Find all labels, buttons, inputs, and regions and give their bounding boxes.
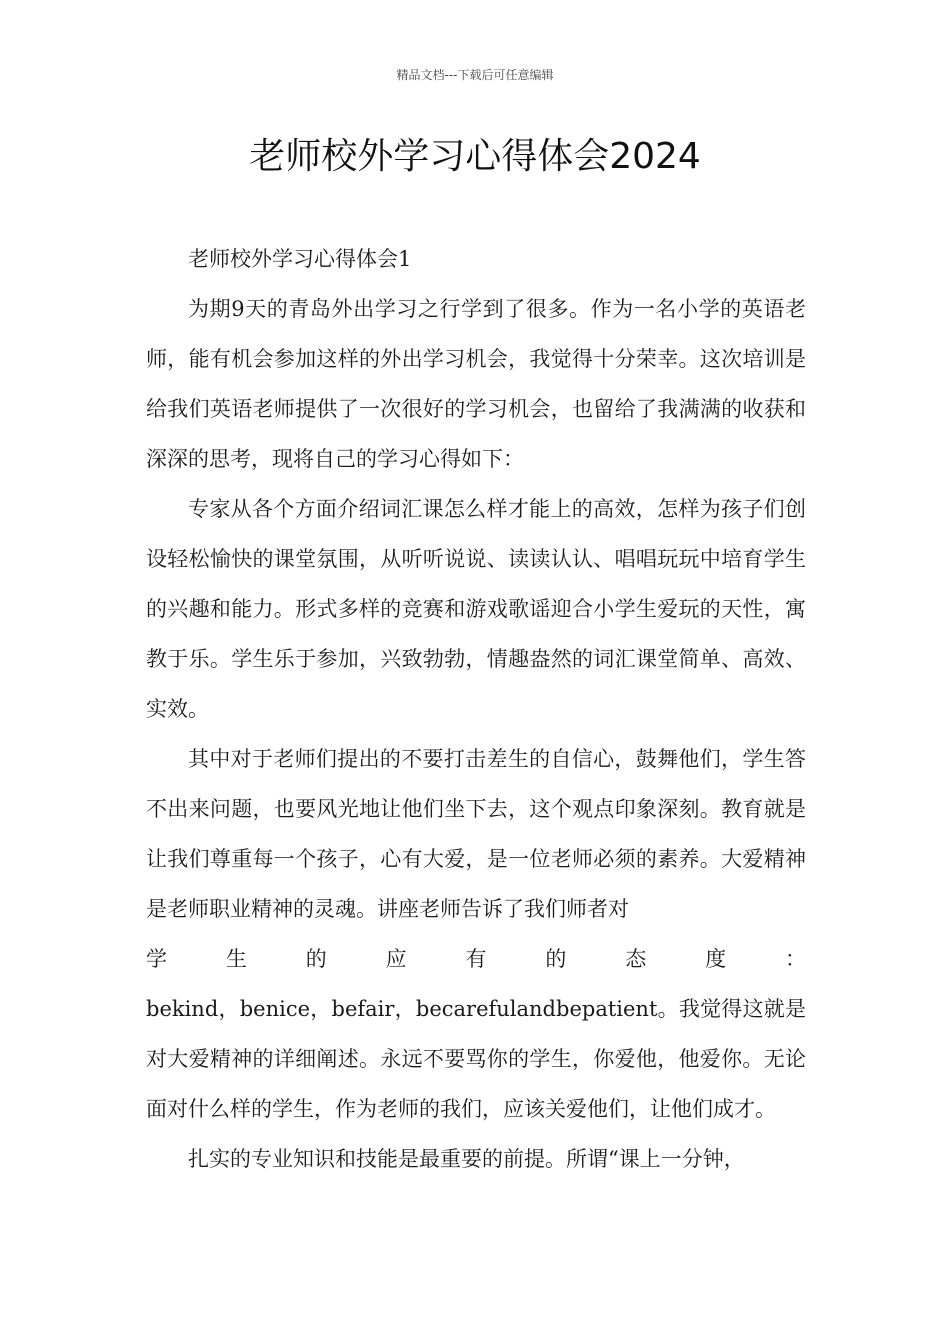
spread-char: 度 bbox=[705, 947, 727, 971]
paragraph-1: 为期9天的青岛外出学习之行学到了很多。作为一名小学的英语老师，能有机会参加这样的外出学习机会，我觉得十分荣幸。这次培训是给我们英语老师提供了一次很好的学习机会，也留给了我满满的收获和深深的思考，现将自己的学习心得如下： bbox=[146, 297, 806, 471]
document-body bbox=[146, 234, 806, 1184]
spread-char: 有 bbox=[465, 947, 487, 971]
spread-char: 的 bbox=[545, 947, 567, 971]
spread-char: ： bbox=[785, 947, 806, 971]
header-note: 精品文档---下载后可任意编辑 bbox=[396, 68, 554, 82]
paragraph-3-spread-line bbox=[146, 934, 806, 984]
spread-char: 态 bbox=[625, 947, 647, 971]
spread-char: 学 bbox=[146, 947, 167, 971]
paragraph-2: 专家从各个方面介绍词汇课怎么样才能上的高效，怎样为孩子们创设轻松愉快的课堂氛围，从听听说说、读读认认、唱唱玩玩中培育学生的兴趣和能力。形式多样的竞赛和游戏歌谣迎合小学生爱玩的天性，寓教于乐。学生乐于参加，兴致勃勃，情趣盎然的词汇课堂简单、高效、实效。 bbox=[146, 497, 806, 721]
paragraph-3-tail: bekind，benice，befair，becarefulandbepatient。我觉得这就是对大爱精神的详细阐述。永远不要骂你的学生，你爱他，他爱你。无论面对什么样的学生，作为老师的我们，应该关爱他们，让他们成才。 bbox=[146, 997, 806, 1121]
paragraph-3-lead: 其中对于老师们提出的不要打击差生的自信心，鼓舞他们，学生答不出来问题，也要风光地让他们坐下去，这个观点印象深刻。教育就是让我们尊重每一个孩子，心有大爱，是一位老师必须的素养。大爱精神是老师职业精神的灵魂。讲座老师告诉了我们师者对 bbox=[146, 747, 806, 921]
spread-char: 生 bbox=[225, 947, 247, 971]
paragraph-4: 扎实的专业知识和技能是最重要的前提。所谓“课上一分钟， bbox=[188, 1147, 745, 1171]
document-title: 老师校外学习心得体会2024 bbox=[249, 136, 701, 177]
section-subheading: 老师校外学习心得体会1 bbox=[188, 247, 412, 271]
spread-char: 应 bbox=[385, 947, 407, 971]
spread-char: 的 bbox=[305, 947, 327, 971]
